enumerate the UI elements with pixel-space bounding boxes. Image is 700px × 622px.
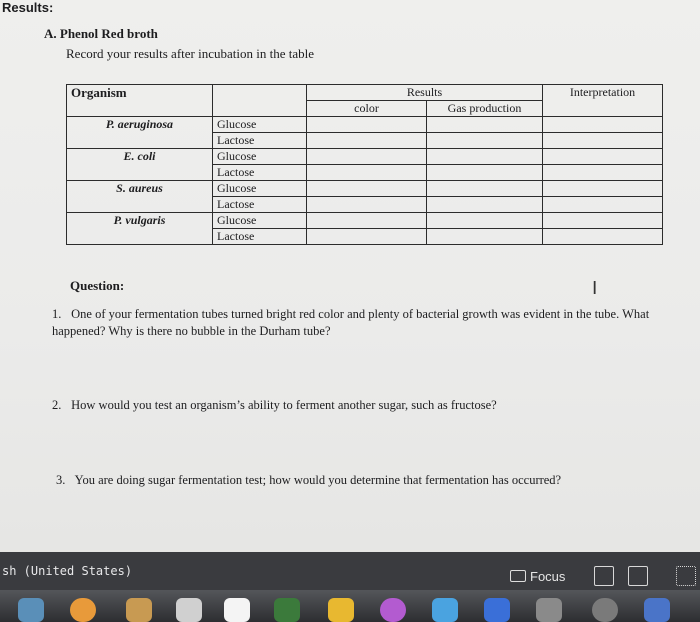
interpretation-cell[interactable] bbox=[543, 165, 663, 181]
table-row bbox=[67, 149, 663, 165]
color-cell[interactable] bbox=[307, 213, 427, 229]
question-1 bbox=[52, 306, 662, 340]
gas-cell[interactable] bbox=[427, 133, 543, 149]
gas-cell[interactable] bbox=[427, 213, 543, 229]
table-row bbox=[67, 117, 663, 133]
word-icon[interactable] bbox=[484, 598, 510, 622]
focus-icon bbox=[510, 570, 526, 582]
text-cursor-icon: I bbox=[592, 278, 598, 299]
header-color: color bbox=[307, 101, 427, 117]
header-interpretation: Interpretation bbox=[543, 85, 663, 117]
table-row bbox=[67, 213, 663, 229]
read-mode-icon[interactable] bbox=[594, 566, 614, 586]
focus-button[interactable] bbox=[506, 566, 569, 586]
color-cell[interactable] bbox=[307, 117, 427, 133]
organism-name: S. aureus bbox=[67, 181, 213, 213]
podcasts-icon[interactable] bbox=[380, 598, 406, 622]
sugar-cell: Glucose bbox=[213, 213, 307, 229]
interpretation-cell[interactable] bbox=[543, 181, 663, 197]
color-cell[interactable] bbox=[307, 197, 427, 213]
color-cell[interactable] bbox=[307, 149, 427, 165]
finder-icon[interactable] bbox=[18, 598, 44, 622]
interpretation-cell[interactable] bbox=[543, 117, 663, 133]
gas-cell[interactable] bbox=[427, 229, 543, 245]
sugar-cell: Glucose bbox=[213, 181, 307, 197]
interpretation-cell[interactable] bbox=[543, 229, 663, 245]
question-2 bbox=[52, 397, 662, 414]
chrome-icon[interactable] bbox=[70, 598, 96, 622]
color-cell[interactable] bbox=[307, 133, 427, 149]
organism-name: P. vulgaris bbox=[67, 213, 213, 245]
table-row bbox=[67, 181, 663, 197]
sugar-cell: Lactose bbox=[213, 229, 307, 245]
section-title: A. Phenol Red broth bbox=[44, 26, 158, 41]
settings-icon[interactable] bbox=[536, 598, 562, 622]
organism-name: E. coli bbox=[67, 149, 213, 181]
header-organism: Organism bbox=[67, 85, 213, 117]
app-store-icon[interactable] bbox=[432, 598, 458, 622]
question-heading: Question: bbox=[70, 278, 125, 293]
interpretation-cell[interactable] bbox=[543, 213, 663, 229]
question-text: You are doing sugar fermentation test; how would you determine that fermentation has occurred? bbox=[74, 473, 562, 487]
interpretation-cell[interactable] bbox=[543, 197, 663, 213]
interpretation-cell[interactable] bbox=[543, 149, 663, 165]
question-3 bbox=[56, 472, 666, 489]
gas-cell[interactable] bbox=[427, 149, 543, 165]
color-cell[interactable] bbox=[307, 181, 427, 197]
question-number: 2. bbox=[52, 398, 62, 412]
print-layout-icon[interactable] bbox=[628, 566, 648, 586]
numbers-icon[interactable] bbox=[274, 598, 300, 622]
sugar-cell: Glucose bbox=[213, 117, 307, 133]
results-table bbox=[66, 84, 662, 252]
folder-icon[interactable] bbox=[644, 598, 670, 622]
notes-icon[interactable] bbox=[126, 598, 152, 622]
organism-name: P. aeruginosa bbox=[67, 117, 213, 149]
gas-cell[interactable] bbox=[427, 165, 543, 181]
color-cell[interactable] bbox=[307, 165, 427, 181]
system-preferences-icon[interactable] bbox=[592, 598, 618, 622]
gas-cell[interactable] bbox=[427, 181, 543, 197]
question-number: 3. bbox=[56, 473, 66, 487]
sugar-cell: Lactose bbox=[213, 197, 307, 213]
interpretation-cell[interactable] bbox=[543, 133, 663, 149]
header-results: Results bbox=[307, 85, 543, 101]
pages-icon[interactable] bbox=[328, 598, 354, 622]
question-number: 1. bbox=[52, 307, 62, 321]
gas-cell[interactable] bbox=[427, 117, 543, 133]
web-layout-icon[interactable] bbox=[676, 566, 696, 586]
sugar-cell: Lactose bbox=[213, 133, 307, 149]
results-heading: Results: bbox=[2, 0, 54, 15]
question-text: One of your fermentation tubes turned bright red color and plenty of bacterial growth was evident in the tube. What happened? Why is there no bubble in the Durham tube? bbox=[52, 307, 650, 338]
gas-cell[interactable] bbox=[427, 197, 543, 213]
focus-label: Focus bbox=[530, 568, 566, 584]
language-indicator[interactable]: sh (United States) bbox=[2, 564, 133, 578]
reminders-icon[interactable] bbox=[224, 598, 250, 622]
sugar-cell: Glucose bbox=[213, 149, 307, 165]
header-gas-production: Gas production bbox=[427, 101, 543, 117]
color-cell[interactable] bbox=[307, 229, 427, 245]
instruction-text: Record your results after incubation in the table bbox=[66, 46, 315, 61]
calendar-icon[interactable] bbox=[176, 598, 202, 622]
sugar-cell: Lactose bbox=[213, 165, 307, 181]
question-text: How would you test an organism’s ability to ferment another sugar, such as fructose? bbox=[71, 398, 497, 412]
